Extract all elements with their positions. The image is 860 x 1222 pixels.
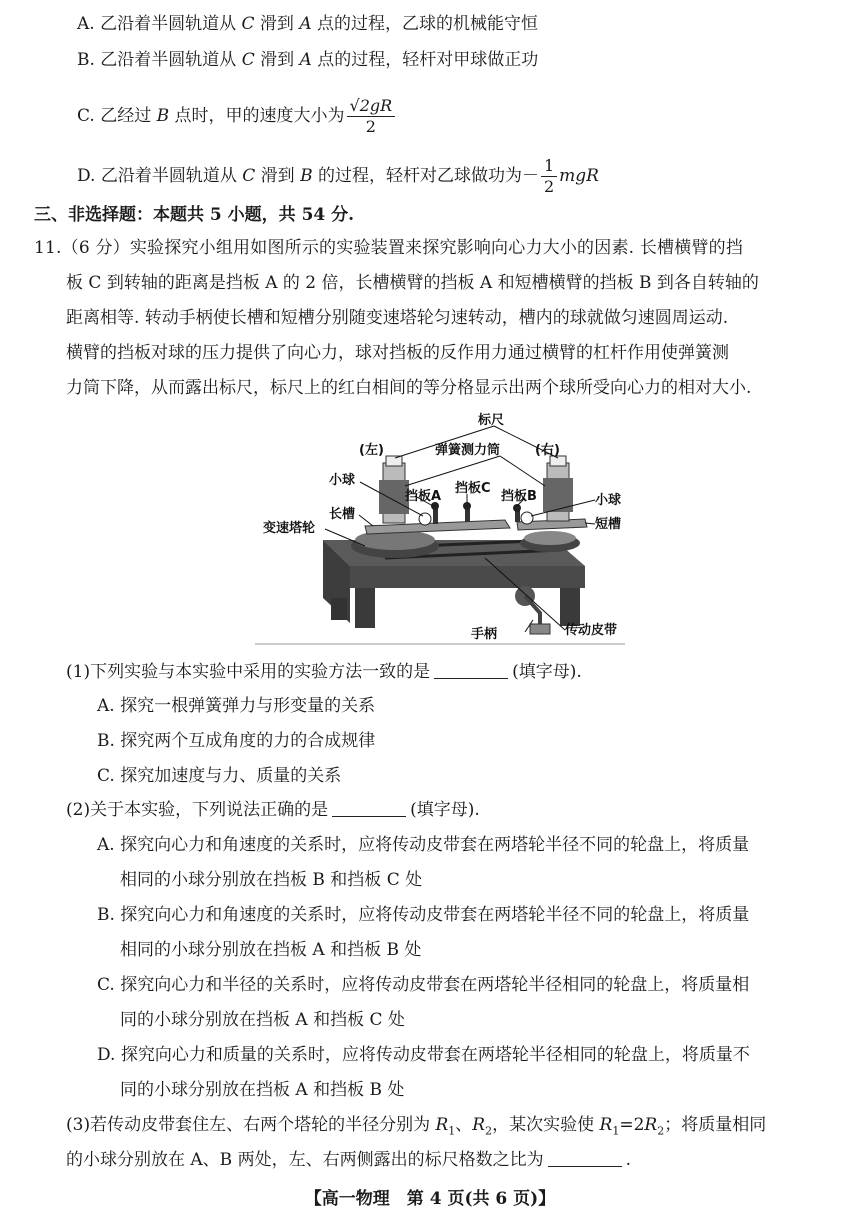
q11-1-option-c: C. 探究加速度与力、质量的关系 — [97, 766, 342, 786]
fraction: $\frac{1}{2}$ — [541, 156, 557, 197]
label-ball-right: 小球 — [595, 493, 622, 508]
q11-2-option-d-line-2: 同的小球分别放在挡板 A 和挡板 B 处 — [120, 1080, 405, 1100]
q11-2-option-a-line-1: A. 探究向心力和角速度的关系时，应将传动皮带套在两塔轮半径不同的轮盘上，将质量 — [97, 835, 750, 855]
answer-blank[interactable] — [434, 660, 508, 679]
q11-part-3-line-1: (3)若传动皮带套住左、右两个塔轮的半径分别为 $R_1$、$R_2$，某次实验使 $R_1=2R_2$；将质量相同 — [66, 1115, 767, 1138]
label-spring: 弹簧测力筒 — [435, 443, 501, 458]
q11-part-1: (1)下列实验与本实验中采用的实验方法一致的是 (填字母). — [66, 662, 582, 682]
section-heading: 三、非选择题：本题共 5 小题，共 54 分. — [34, 205, 355, 225]
q11-2-option-b-line-1: B. 探究向心力和角速度的关系时，应将传动皮带套在两塔轮半径不同的轮盘上，将质量 — [97, 905, 750, 925]
q11-1-option-b: B. 探究两个互成角度的力的合成规律 — [97, 731, 376, 751]
q11-stem-line-5: 力筒下降，从而露出标尺，标尺上的红白相间的等分格显示出两个球所受向心力的相对大小. — [66, 378, 752, 398]
answer-blank[interactable] — [548, 1148, 622, 1167]
option-10a: A. 乙沿着半圆轨道从 C 滑到 A 点的过程，乙球的机械能守恒 — [77, 14, 539, 34]
apparatus-figure — [255, 408, 625, 648]
label-plate-c: 挡板C — [455, 481, 491, 496]
label-short-slot: 短槽 — [595, 517, 622, 532]
q11-2-option-c-line-1: C. 探究向心力和半径的关系时，应将传动皮带套在两塔轮半径相同的轮盘上，将质量相 — [97, 975, 750, 995]
fraction: $\frac{√2gR}{2}$ — [347, 96, 396, 137]
label-ball-left: 小球 — [329, 473, 356, 488]
q11-stem-line-4: 横臂的挡板对球的压力提供了向心力，球对挡板的反作用力通过横臂的杠杆作用使弹簧测 — [66, 343, 729, 363]
label-ruler: 标尺 — [478, 413, 505, 428]
label-handle: 手柄 — [471, 627, 498, 642]
q11-part-2: (2)关于本实验，下列说法正确的是 (填字母). — [66, 800, 480, 820]
page-footer: 【高一物理 第 4 页(共 6 页)】 — [304, 1189, 556, 1209]
label-plate-b: 挡板B — [501, 489, 537, 504]
q11-stem-line-2: 板 C 到转轴的距离是挡板 A 的 2 倍，长槽横臂的挡板 A 和短槽横臂的挡板 B 到各自转轴的 — [66, 273, 759, 293]
label-belt: 传动皮带 — [565, 623, 618, 638]
answer-blank[interactable] — [332, 798, 406, 817]
q11-2-option-a-line-2: 相同的小球分别放在挡板 B 和挡板 C 处 — [120, 870, 423, 890]
option-10d: D. 乙沿着半圆轨道从 C 滑到 B 的过程，轻杆对乙球做功为－ $\frac{1}{2}$ mgR — [77, 156, 599, 196]
option-10b: B. 乙沿着半圆轨道从 C 滑到 A 点的过程，轻杆对甲球做正功 — [77, 50, 539, 70]
q11-stem-line-3: 距离相等. 转动手柄使长槽和短槽分别随变速塔轮匀速转动，槽内的球就做匀速圆周运动. — [66, 308, 729, 328]
q11-2-option-b-line-2: 相同的小球分别放在挡板 A 和挡板 B 处 — [120, 940, 422, 960]
option-10c: C. 乙经过 B 点时，甲的速度大小为 $\frac{√2gR}{2}$ — [77, 96, 397, 137]
q11-stem-line-1: 11.（6 分）实验探究小组用如图所示的实验装置来探究影响向心力大小的因素. 长槽横臂的挡 — [34, 238, 744, 258]
q11-2-option-d-line-1: D. 探究向心力和质量的关系时，应将传动皮带套在两塔轮半径相同的轮盘上，将质量不 — [97, 1045, 750, 1065]
label-left: (左) — [359, 443, 384, 458]
label-right: (右) — [535, 443, 560, 458]
q11-2-option-c-line-2: 同的小球分别放在挡板 A 和挡板 C 处 — [120, 1010, 405, 1030]
label-long-slot: 长槽 — [329, 507, 356, 522]
q11-1-option-a: A. 探究一根弹簧弹力与形变量的关系 — [97, 696, 376, 716]
label-pulley: 变速塔轮 — [263, 521, 316, 536]
label-plate-a: 挡板A — [405, 489, 442, 504]
q11-part-3-line-2: 的小球分别放在 A、B 两处，左、右两侧露出的标尺格数之比为 . — [66, 1150, 631, 1170]
